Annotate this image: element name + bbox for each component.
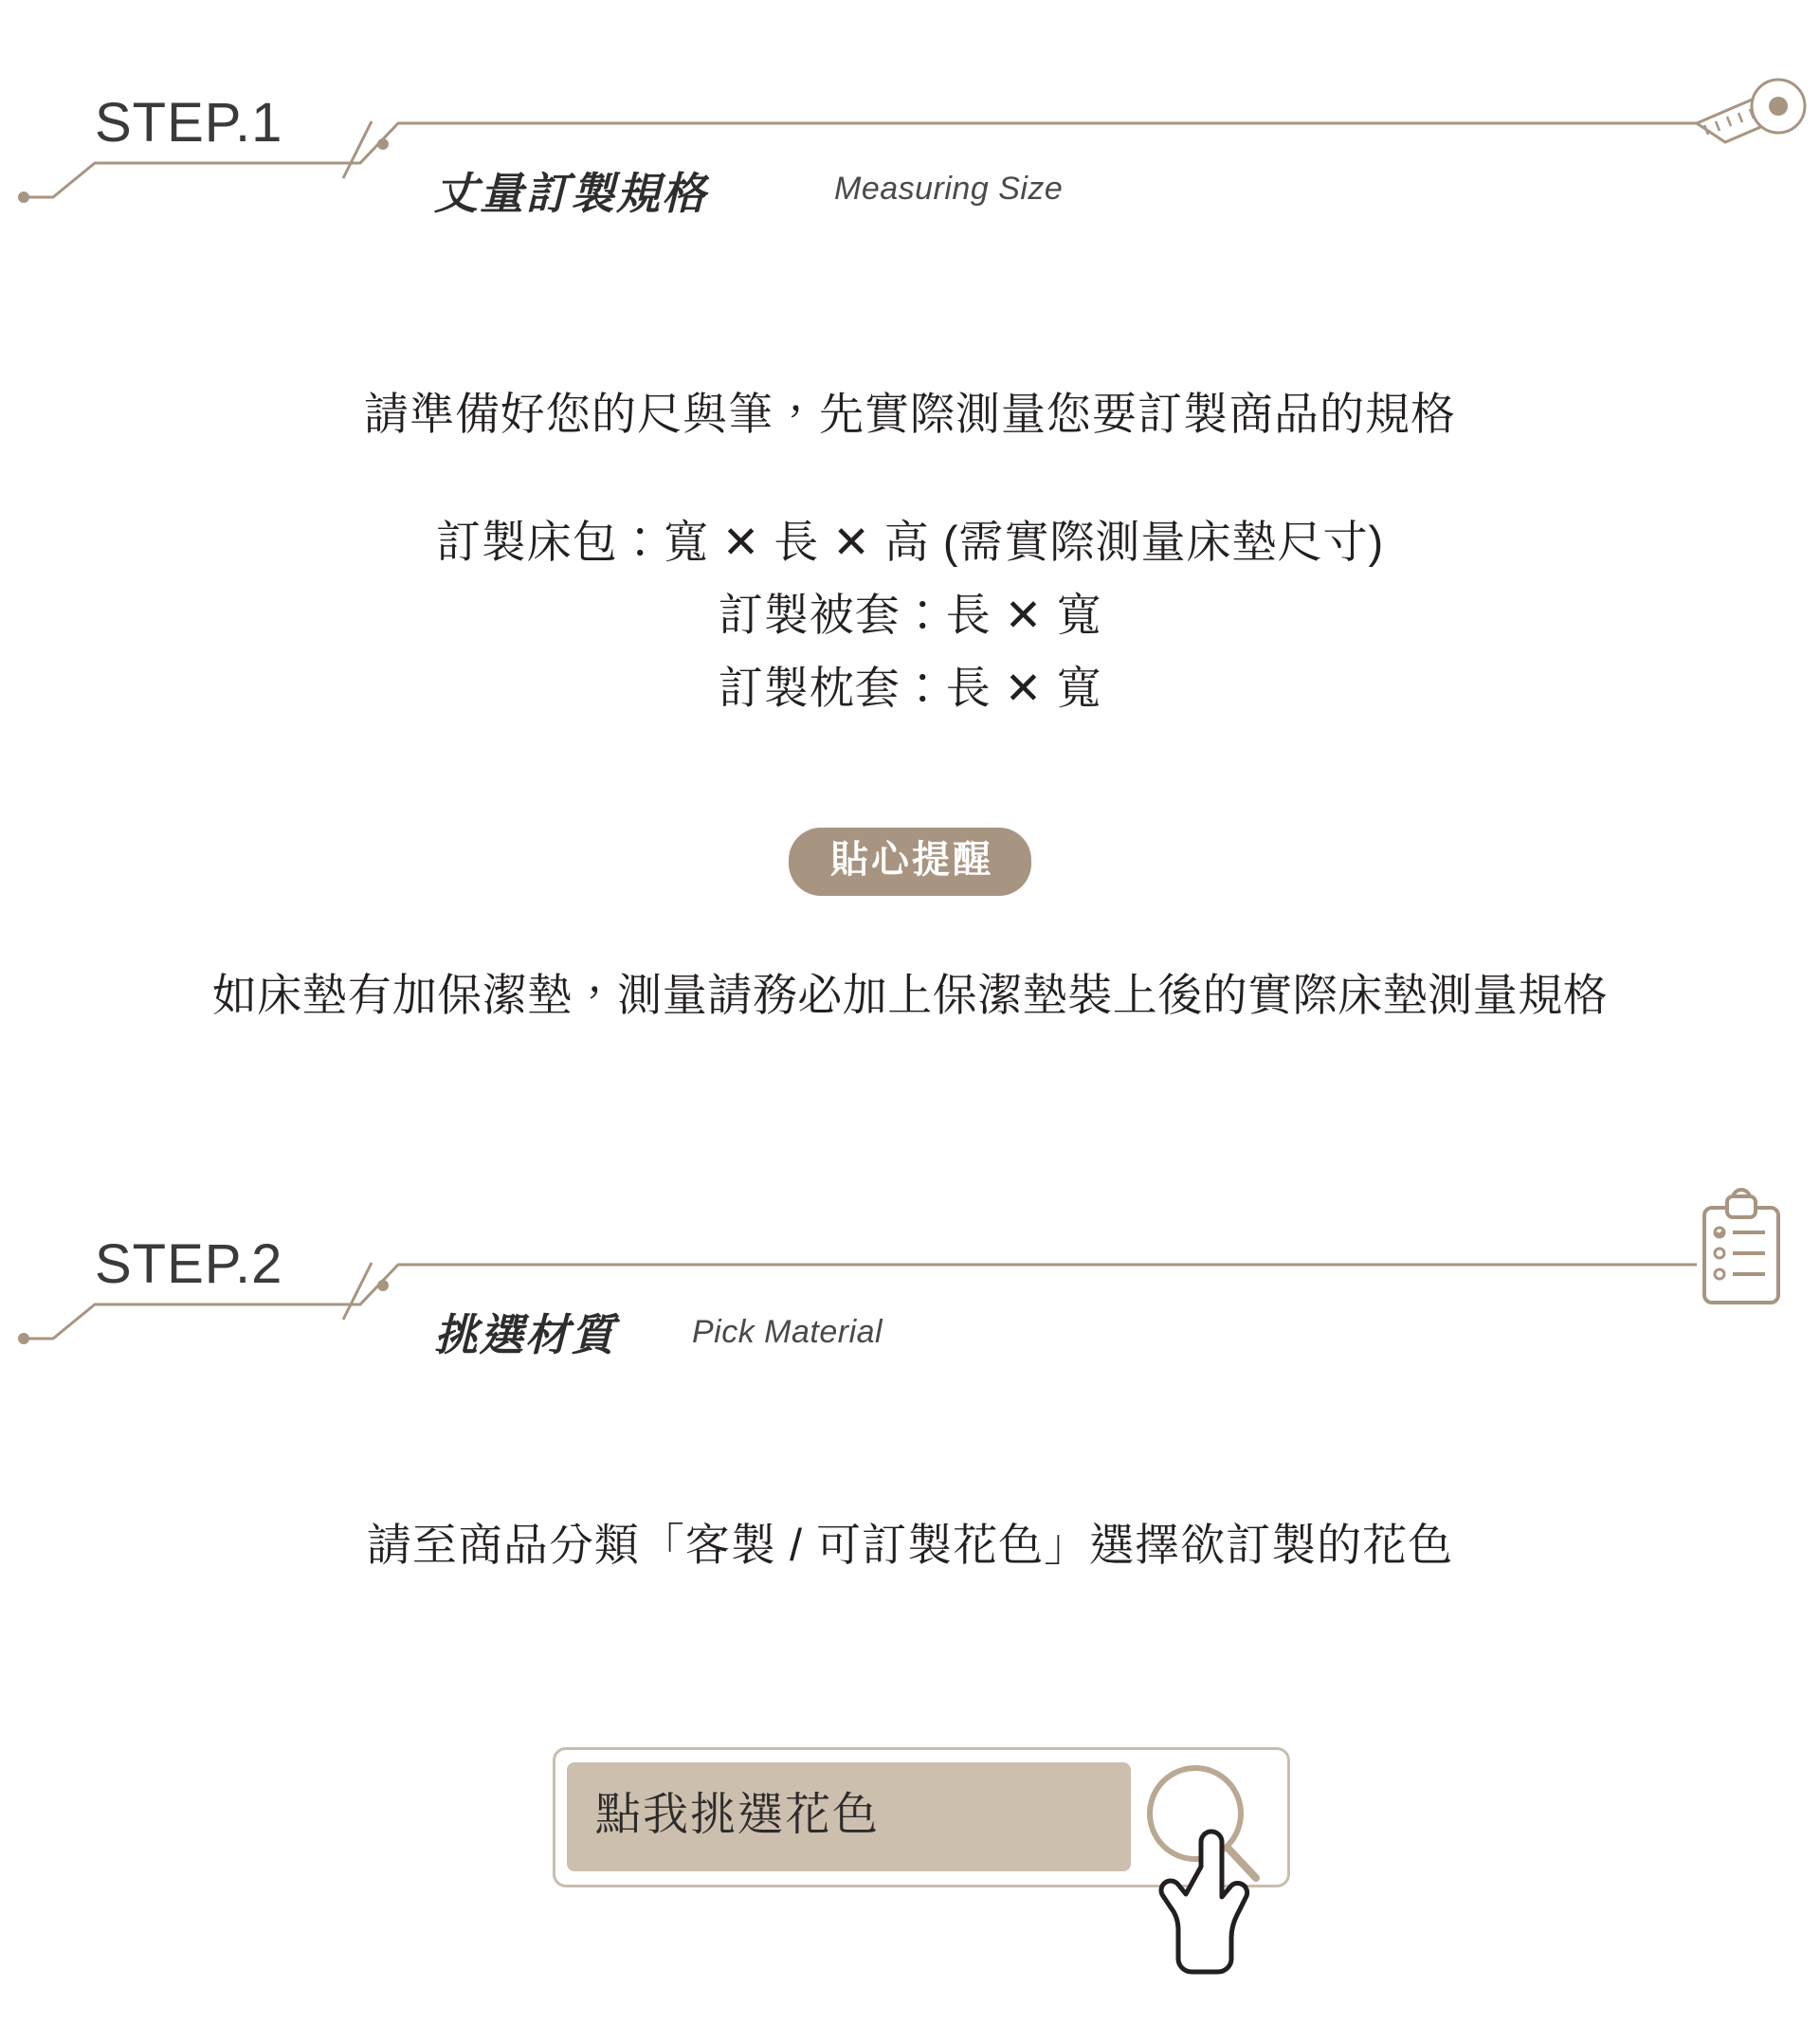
pick-pattern-button-label: 點我挑選花色 — [595, 1790, 881, 1840]
step-1-label: STEP.1 — [95, 92, 283, 154]
step-2-title-en: Pick Material — [692, 1314, 883, 1350]
step-2-header — [0, 1141, 1820, 1303]
step-1-header — [0, 0, 1820, 161]
magnifier-icon — [1131, 1755, 1292, 2001]
spec-line-pillowcase: 訂製枕套：長 ✕ 寬 — [718, 663, 1102, 713]
step-2-label: STEP.2 — [95, 1233, 283, 1295]
step-2-lead-text: 請至商品分類「客製 / 可訂製花色」選擇欲訂製的花色 — [366, 1520, 1454, 1570]
step-1-lead-text: 請準備好您的尺與筆，先實際測量您要訂製商品的規格 — [364, 389, 1456, 439]
reminder-badge: 貼心提醒 — [789, 828, 1031, 896]
pick-pattern-button[interactable] — [553, 1747, 1292, 1889]
step-1-title-en: Measuring Size — [834, 171, 1064, 207]
spec-line-duvet-cover: 訂製被套：長 ✕ 寬 — [718, 590, 1102, 640]
spec-line-bedsheet: 訂製床包：寬 ✕ 長 ✕ 高 (需實際測量床墊尺寸) — [435, 517, 1385, 567]
step-1-title-zh: 丈量訂製規格 — [434, 169, 707, 218]
reminder-badge-wrap — [0, 828, 1820, 896]
step-1-note-text: 如床墊有加保潔墊，測量請務必加上保潔墊裝上後的實際床墊測量規格 — [211, 970, 1609, 1020]
step-2-title-zh: 挑選材質 — [434, 1310, 616, 1359]
